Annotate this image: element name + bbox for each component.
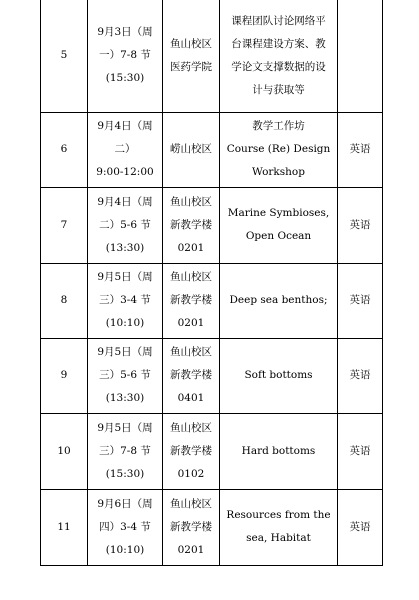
session-topic: Deep sea benthos; xyxy=(220,263,338,338)
session-number: 5 xyxy=(41,0,88,112)
session-language: 英语 xyxy=(338,187,383,263)
table-row xyxy=(41,187,383,263)
session-language: 英语 xyxy=(338,263,383,338)
session-time: 9月5日（周 三）5-6 节 (13:30) xyxy=(88,338,163,413)
schedule-table xyxy=(40,0,383,566)
session-number: 11 xyxy=(41,489,88,565)
session-number: 6 xyxy=(41,112,88,187)
session-time: 9月5日（周 三）3-4 节 (10:10) xyxy=(88,263,163,338)
session-location: 鱼山校区 新教学楼 0401 xyxy=(163,338,220,413)
session-topic: Resources from the sea, Habitat xyxy=(220,489,338,565)
session-location: 鱼山校区 医药学院 xyxy=(163,0,220,112)
session-location: 鱼山校区 新教学楼 0201 xyxy=(163,187,220,263)
session-number: 8 xyxy=(41,263,88,338)
table-row xyxy=(41,0,383,112)
session-language: 英语 xyxy=(338,413,383,489)
session-language xyxy=(338,0,383,112)
session-language: 英语 xyxy=(338,489,383,565)
session-number: 9 xyxy=(41,338,88,413)
table-row xyxy=(41,263,383,338)
session-time: 9月5日（周 三）7-8 节 (15:30) xyxy=(88,413,163,489)
session-topic: Hard bottoms xyxy=(220,413,338,489)
session-location: 鱼山校区 新教学楼 0201 xyxy=(163,489,220,565)
session-topic: 课程团队讨论网络平 台课程建设方案、教 学论文支撑数据的设 计与获取等 xyxy=(220,0,338,112)
table-row xyxy=(41,413,383,489)
table-row xyxy=(41,489,383,565)
table-row xyxy=(41,338,383,413)
session-time: 9月4日（周 二）5-6 节 (13:30) xyxy=(88,187,163,263)
session-time: 9月6日（周 四）3-4 节 (10:10) xyxy=(88,489,163,565)
session-location: 鱼山校区 新教学楼 0102 xyxy=(163,413,220,489)
session-number: 10 xyxy=(41,413,88,489)
session-topic: Marine Symbioses, Open Ocean xyxy=(220,187,338,263)
session-language: 英语 xyxy=(338,112,383,187)
session-language: 英语 xyxy=(338,338,383,413)
session-topic: 教学工作坊 Course (Re) Design Workshop xyxy=(220,112,338,187)
session-time: 9月4日（周 二） 9:00-12:00 xyxy=(88,112,163,187)
session-time: 9月3日（周 一）7-8 节 (15:30) xyxy=(88,0,163,112)
session-location: 鱼山校区 新教学楼 0201 xyxy=(163,263,220,338)
session-topic: Soft bottoms xyxy=(220,338,338,413)
session-location: 崂山校区 xyxy=(163,112,220,187)
table-row xyxy=(41,112,383,187)
session-number: 7 xyxy=(41,187,88,263)
